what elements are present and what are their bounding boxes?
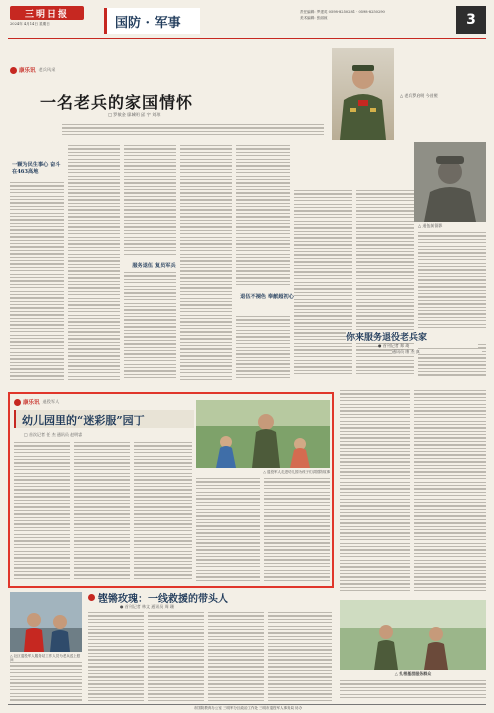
bottom-left-text xyxy=(10,662,82,704)
story1-tag xyxy=(10,66,55,74)
story1-headline: 一名老兵的家国情怀 xyxy=(40,93,194,112)
tag-icon xyxy=(88,594,95,601)
story1-subhead-right: 退伍不褪色 奉献超初心 xyxy=(240,294,294,300)
bottom-right-text xyxy=(340,680,486,702)
story2-col4 xyxy=(196,478,260,584)
story2-tag xyxy=(14,398,59,406)
story4-col3 xyxy=(208,612,264,704)
caption-left-bottom: △ 社区退役军人服务站工作人员为老兵送上慰问 xyxy=(10,654,81,662)
story4-col1 xyxy=(88,612,144,704)
story2-tag-label: 康乐讯 xyxy=(23,400,40,406)
section-title-bar xyxy=(104,8,200,34)
footer-text: 市国防教育办公室 三明军分区政治工作处 三明市退役军人事务局 协办 xyxy=(193,706,303,710)
story1-col5 xyxy=(236,145,290,290)
story1-col8 xyxy=(418,232,486,382)
story1-col3b xyxy=(124,272,176,382)
page-number xyxy=(456,6,486,34)
caption-right-bottom: △ 扎根基层服务群众 xyxy=(394,671,432,676)
story2-photo-caption: △ 退役军人走进幼儿园为孩子们讲国防故事 xyxy=(263,470,330,474)
header-divider xyxy=(8,38,486,39)
masthead-title: 三明日报 xyxy=(24,9,69,20)
story1-tag-sub: 老兵风采 xyxy=(38,67,56,72)
story4-tag xyxy=(88,594,97,601)
story5-byline: ● 首刊记者 郑 琦 xyxy=(378,344,478,348)
story1-col3 xyxy=(124,145,176,260)
section-title: 国防 · 军事 xyxy=(115,15,181,31)
tag-icon xyxy=(10,67,17,74)
story2-photo xyxy=(196,400,330,468)
story1-col4 xyxy=(180,145,232,382)
story1-col1 xyxy=(10,182,64,382)
story2-col1 xyxy=(14,442,70,584)
story2-byline: □ 首次记者 任 杰 通讯员 赵明睿 xyxy=(24,432,83,437)
story1-col5b xyxy=(236,316,290,382)
veteran-photo-young xyxy=(414,142,486,222)
photo-caption-top: △ 老兵罗启明 今昔照 xyxy=(400,93,438,98)
page-number-text: 3 xyxy=(466,12,476,28)
bottom-left-photo xyxy=(10,592,82,652)
story2-headline: 幼儿园里的“迷彩服”园丁 xyxy=(22,414,145,427)
story4-headline: 铿锵玫瑰：一线救援的带头人 xyxy=(98,594,228,605)
story3-col1 xyxy=(340,390,410,598)
photo-caption-bottom: △ 退伍前留影 xyxy=(418,223,443,228)
tag-icon xyxy=(14,399,21,406)
story2-col5 xyxy=(264,478,330,584)
story5-byline2: 通讯员 康 杰 真 xyxy=(392,350,482,354)
story2-col3 xyxy=(134,442,192,584)
story1-subhead-mid: 服务退伍 复员军兵 xyxy=(132,263,176,269)
story1-tag-label: 康乐讯 xyxy=(19,68,36,74)
story1-byline: □ 罗敏金 廖城明 邱 宇 刘琼 xyxy=(108,112,161,117)
veteran-photo-recent xyxy=(332,48,394,140)
story1-col2 xyxy=(68,145,120,382)
story2-tag-sub: 退役军人 xyxy=(42,399,60,404)
designer-line: 美术编辑: 张丽琼 xyxy=(300,16,328,20)
story2-col2 xyxy=(74,442,130,584)
bottom-right-photo xyxy=(340,600,486,670)
story4-byline: ● 首刊记者 林文 通讯员 周 珊 xyxy=(120,604,174,609)
story1-col6 xyxy=(294,190,352,382)
story4-col4 xyxy=(268,612,332,704)
story1-subhead-left: 一颗为民生事心 奋斗在463高地 xyxy=(12,162,61,175)
story1-intro xyxy=(62,124,324,138)
story4-col2 xyxy=(148,612,204,704)
editor-line: 责任编辑: 罗建英 0598-8250281 · 0598-8250290 xyxy=(300,10,385,14)
story3-col2 xyxy=(414,390,486,598)
story5-headline: 你来服务退役老兵家 xyxy=(346,330,486,343)
date-line: 2024年 4月14日 星期日 xyxy=(10,22,50,26)
footer-divider xyxy=(8,704,486,705)
masthead-logo xyxy=(10,6,84,20)
